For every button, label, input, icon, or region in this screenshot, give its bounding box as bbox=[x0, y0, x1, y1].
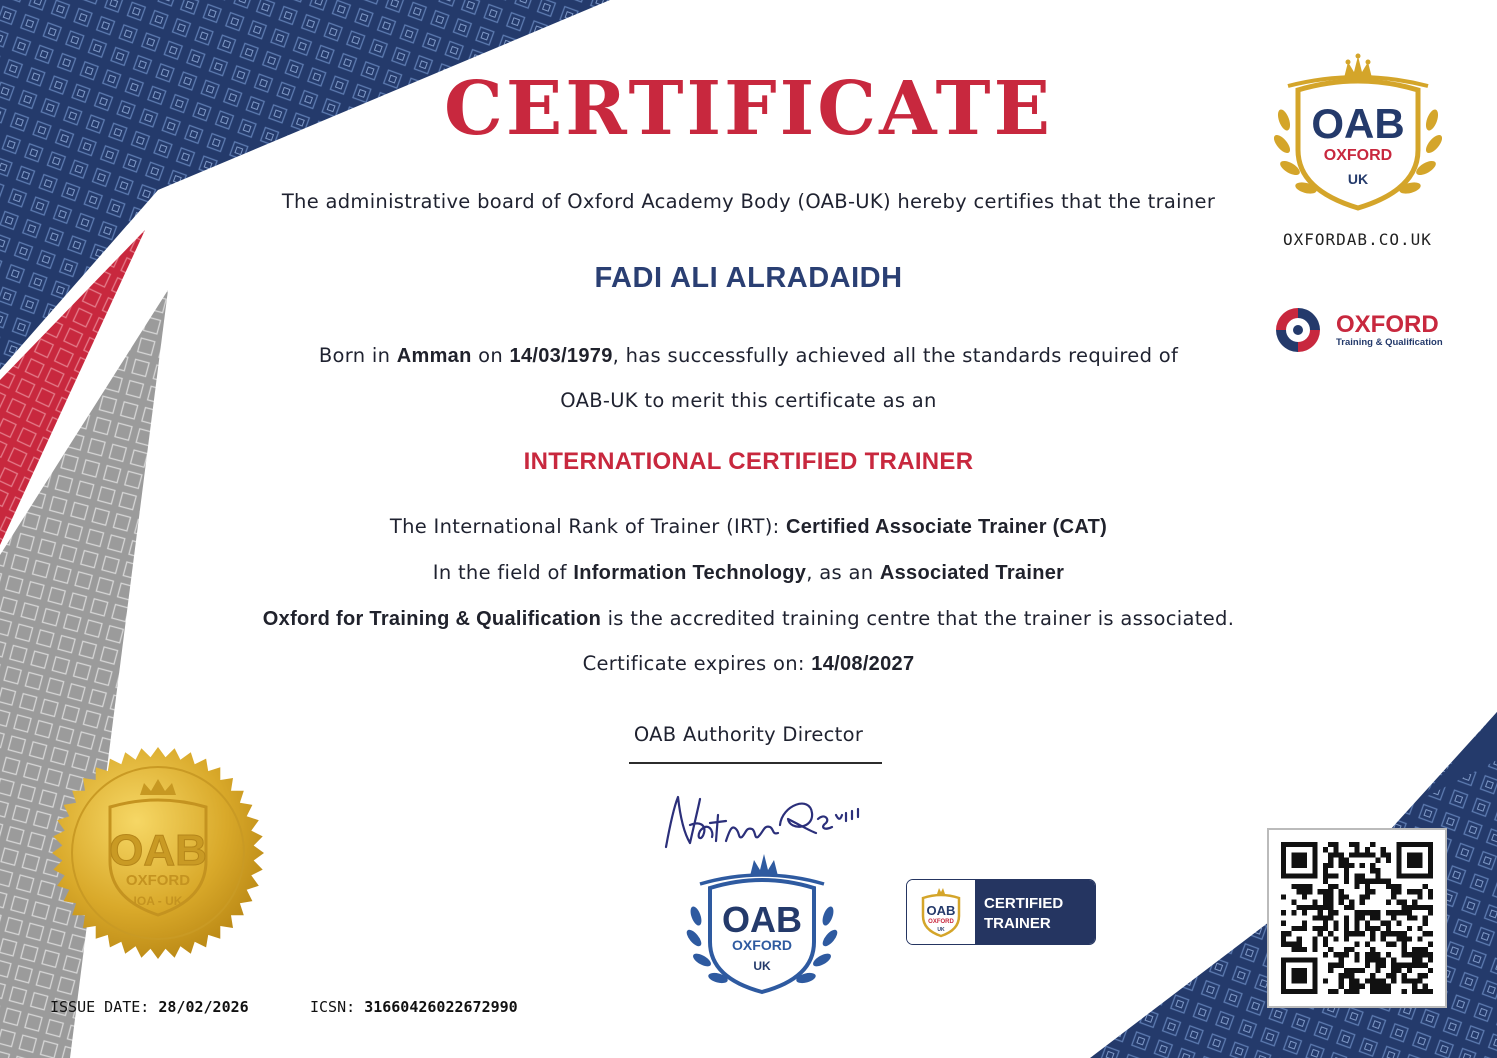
born-prefix: Born in bbox=[318, 344, 397, 367]
bottom-logo-oxford: OXFORD bbox=[732, 937, 792, 953]
signature-rule bbox=[629, 762, 882, 764]
trainer-name-row bbox=[0, 261, 1497, 296]
icsn-value: 31660426022672990 bbox=[364, 998, 518, 1016]
oab-bottom-logo bbox=[684, 852, 840, 997]
signatory-title: OAB Authority Director bbox=[633, 723, 864, 746]
issue-date-label: ISSUE DATE: bbox=[50, 998, 159, 1016]
issue-date bbox=[50, 998, 249, 1016]
icsn-label: ICSN: bbox=[310, 998, 365, 1016]
svg-text:UK: UK bbox=[937, 927, 945, 933]
svg-text:OAB: OAB bbox=[926, 903, 956, 918]
issue-date-value: 28/02/2026 bbox=[158, 998, 249, 1016]
birth-place: Amman bbox=[396, 345, 472, 367]
certified-trainer-badge bbox=[906, 879, 1096, 945]
intro-text: The administrative board of Oxford Academy Body (OAB-UK) hereby certifies that the trainer bbox=[281, 190, 1216, 213]
born-on: on bbox=[471, 344, 510, 367]
rank-title: INTERNATIONAL CERTIFIED TRAINER bbox=[523, 448, 974, 475]
trainer-name: FADI ALI ALRADAIDH bbox=[594, 262, 903, 294]
svg-text:OXFORD: OXFORD bbox=[928, 919, 954, 925]
header-logo-oxford: OXFORD bbox=[1323, 147, 1393, 164]
field-line bbox=[0, 561, 1497, 585]
expiry-line bbox=[0, 652, 1497, 676]
qr-code-image bbox=[1281, 842, 1433, 994]
oxford-training-logo bbox=[1270, 302, 1450, 358]
website-text: OXFORDAB.CO.UK bbox=[1283, 230, 1432, 249]
badge-text bbox=[975, 880, 1095, 944]
field-role: Associated Trainer bbox=[879, 562, 1065, 584]
seal-uk: IOA - UK bbox=[133, 894, 183, 908]
gold-seal bbox=[48, 743, 268, 963]
badge-line1: CERTIFIED bbox=[984, 895, 1064, 912]
seal-oxford: OXFORD bbox=[125, 872, 191, 889]
merit-line: OAB-UK to merit this certificate as an bbox=[560, 389, 937, 412]
bottom-logo-uk: UK bbox=[753, 959, 771, 973]
expires-prefix: Certificate expires on: bbox=[582, 652, 812, 675]
irt-line bbox=[0, 515, 1497, 539]
field-prefix: In the field of bbox=[432, 561, 574, 584]
seal-oab: OAB bbox=[109, 826, 207, 875]
rank-title-row bbox=[0, 448, 1497, 477]
irt-prefix: The International Rank of Trainer (IRT): bbox=[389, 515, 787, 538]
centre-name: Oxford for Training & Qualification bbox=[262, 608, 602, 630]
certificate-title: CERTIFICATE bbox=[443, 66, 1054, 152]
badge-oab-icon bbox=[915, 886, 967, 938]
signature-image bbox=[660, 785, 860, 855]
centre-line bbox=[0, 607, 1497, 631]
bottom-logo-oab: OAB bbox=[722, 899, 802, 940]
header-logo-uk: UK bbox=[1347, 171, 1369, 187]
birth-date: 14/03/1979 bbox=[509, 345, 613, 367]
icsn bbox=[310, 998, 518, 1016]
field-value: Information Technology bbox=[573, 562, 807, 584]
field-mid: , as an bbox=[806, 561, 880, 584]
expires-date: 14/08/2027 bbox=[811, 653, 915, 675]
irt-value: Certified Associate Trainer (CAT) bbox=[786, 516, 1108, 538]
partner-logo-name: OXFORD bbox=[1336, 311, 1439, 338]
qr-code bbox=[1267, 828, 1447, 1008]
oab-header-logo bbox=[1268, 50, 1448, 215]
born-suffix: , has successfully achieved all the standards required of bbox=[612, 344, 1179, 367]
partner-logo-tagline: Training & Qualification bbox=[1336, 337, 1443, 348]
badge-logo bbox=[907, 880, 975, 944]
badge-line2: TRAINER bbox=[984, 914, 1051, 932]
centre-suffix: is the accredited training centre that the trainer is associated. bbox=[601, 607, 1235, 630]
header-logo-oab: OAB bbox=[1311, 100, 1405, 147]
